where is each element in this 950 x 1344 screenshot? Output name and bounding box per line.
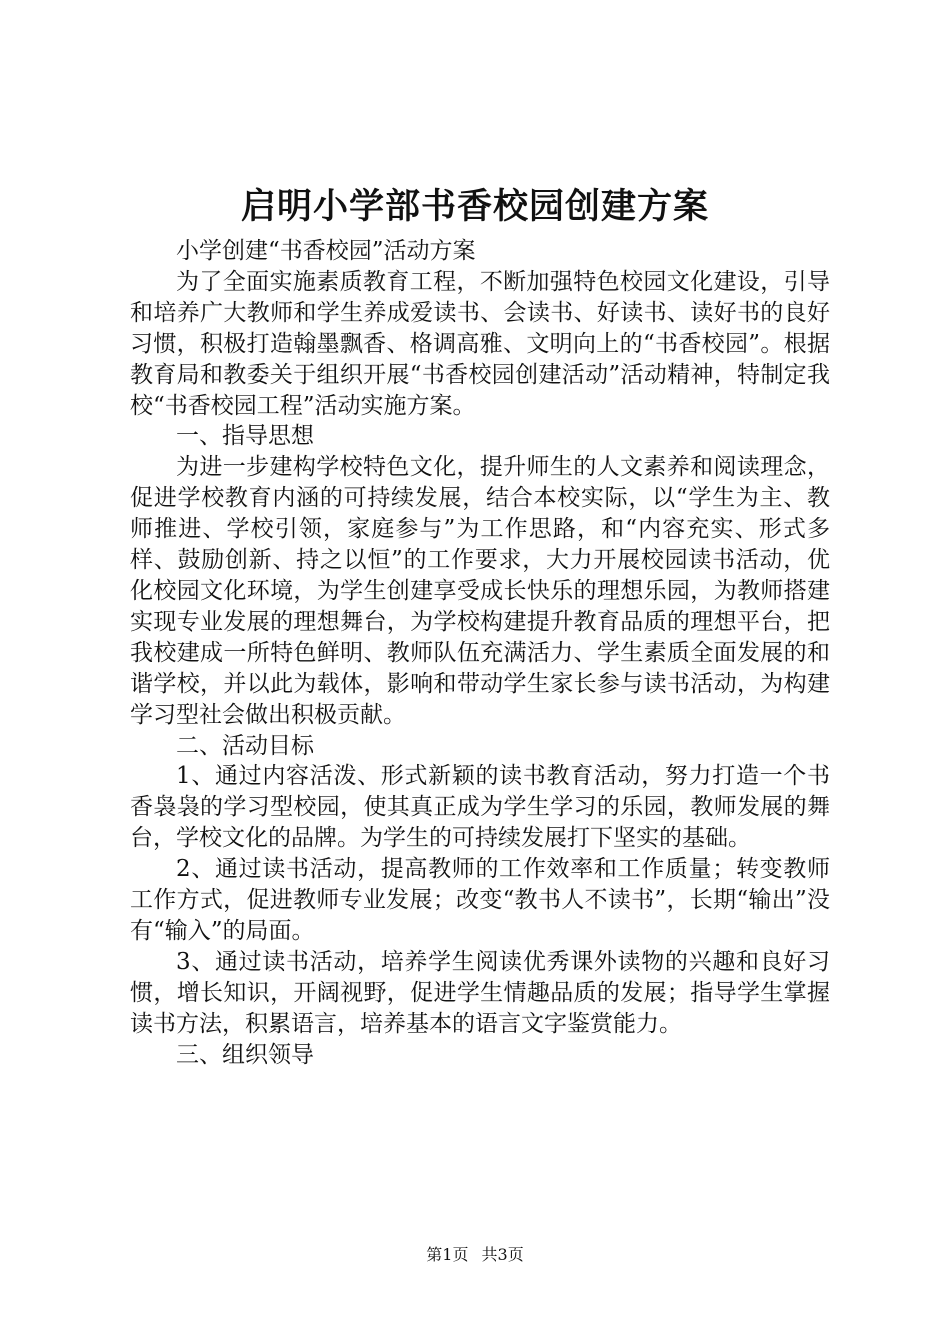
intro-paragraph: 为了全面实施素质教育工程，不断加强特色校园文化建设，引导和培养广大教师和学生养成爱读书、会读书、好读书、读好书的良好习惯，积极打造翰墨飘香、格调高雅、文明向上的“书香校园”。根据教育局和教委关于组织开展“书香校园创建活动”活动精神，特制定我校“书香校园工程”活动实施方案。 — [130, 268, 830, 419]
section-heading-organization: 三、组织领导 — [176, 1041, 314, 1068]
document-title: 启明小学部书香校园创建方案 — [240, 186, 709, 227]
goal-item-3: 3、通过读书活动，培养学生阅读优秀课外读物的兴趣和良好习惯，增长知识，开阔视野，促进学生情趣品质的发展；指导学生掌握读书方法，积累语言，培养基本的语言文字鉴赏能力。 — [130, 948, 830, 1037]
page-footer — [0, 1244, 950, 1266]
section-heading-guiding-ideology: 一、指导思想 — [176, 423, 314, 450]
page-total: 共3页 — [481, 1245, 524, 1264]
page-number: 第1页 — [426, 1245, 469, 1264]
section-heading-activity-goals: 二、活动目标 — [176, 732, 314, 759]
subtitle-paragraph: 小学创建“书香校园”活动方案 — [176, 238, 476, 264]
document-body — [130, 236, 830, 1070]
goal-item-1: 1、通过内容活泼、形式新颖的读书教育活动，努力打造一个书香袅袅的学习型校园，使其真正成为学生学习的乐园，教师发展的舞台，学校文化的品牌。为学生的可持续发展打下坚实的基础。 — [130, 763, 830, 852]
goal-item-2: 2、通过读书活动，提高教师的工作效率和工作质量；转变教师工作方式，促进教师专业发展；改变“教书人不读书”，长期“输出”没有“输入”的局面。 — [130, 856, 830, 944]
guiding-ideology-paragraph: 为进一步建构学校特色文化，提升师生的人文素养和阅读理念，促进学校教育内涵的可持续发展，结合本校实际，以“学生为主、教师推进、学校引领，家庭参与”为工作思路，和“内容充实、形式多样、鼓励创新、持之以恒”的工作要求，大力开展校园读书活动，优化校园文化环境，为学生创建享受成长快乐的理想乐园，为教师搭建实现专业发展的理想舞台，为学校构建提升教育品质的理想平台，把我校建成一所特色鲜明、教师队伍充满活力、学生素质全面发展的和谐学校，并以此为载体，影响和带动学生家长参与读书活动，为构建学习型社会做出积极贡献。 — [130, 454, 830, 728]
